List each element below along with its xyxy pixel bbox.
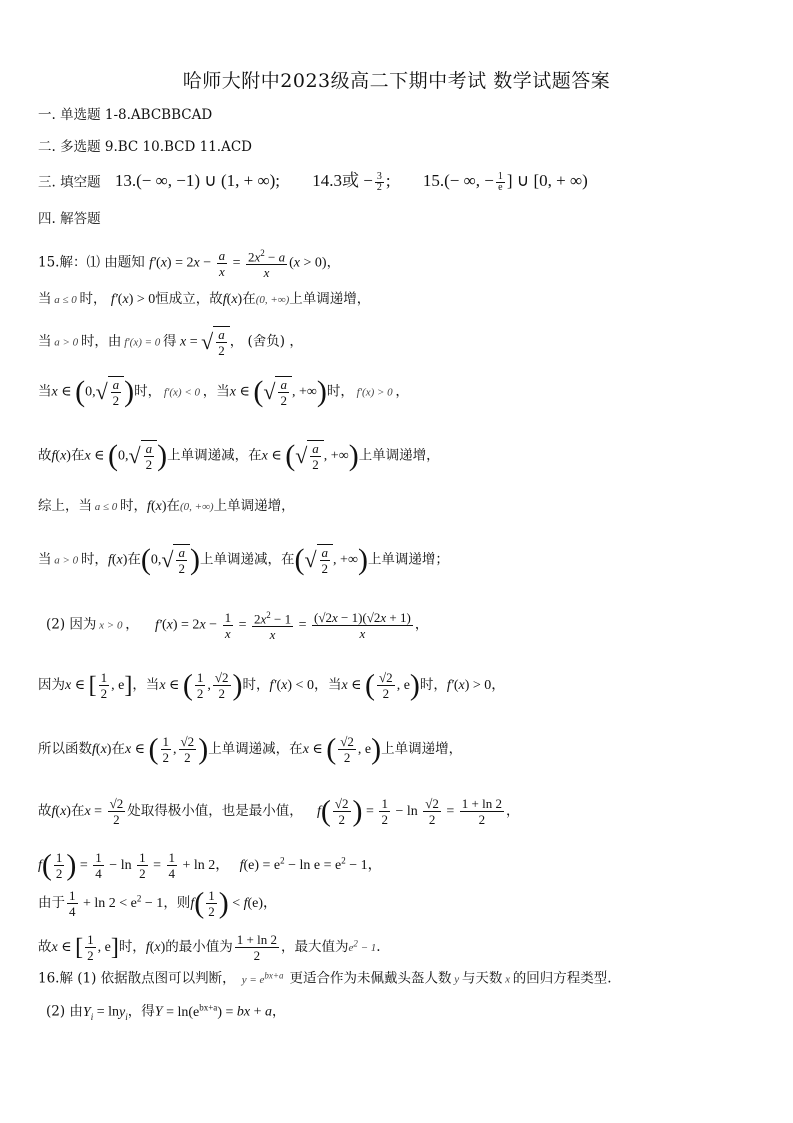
text: 当 — [38, 551, 52, 568]
text: 在 — [166, 498, 180, 514]
text: 在 — [70, 447, 85, 464]
text: ， — [272, 1003, 286, 1020]
text: 上单调递增， — [213, 498, 295, 514]
text: 当 — [38, 333, 52, 350]
q16-line-1: 16.解 (1) 依据散点图可以判断， $y = e^{bx+a}$ 更适合作为未佩戴头盔人数 y 与天数 x 的回归方程类型. — [38, 970, 612, 987]
text: 与天数 — [461, 970, 503, 987]
text: ，则 — [163, 895, 191, 911]
text: 时，由 — [80, 333, 122, 350]
text: 的最小值为 — [165, 939, 233, 955]
text: 在 — [70, 803, 85, 819]
text: 时， — [242, 677, 270, 693]
text: 综上，当 — [38, 498, 92, 514]
answer-14: 14.3或 − $\frac{3}{2}$ ; — [312, 171, 391, 193]
text: ，最大值为 — [280, 939, 349, 955]
text: 时， — [120, 498, 148, 514]
q15-line-10: 所以函数f(x)在x ∈ ( $\frac{1}{2}$ , $\frac{√2}{2}$ )上单调递减，在x ∈ ( $\frac{√2}{2}$ , e)上单调递增， — [38, 732, 463, 766]
text: 时， — [118, 939, 146, 955]
text: 当 — [327, 677, 342, 693]
answer-13: 13.(− ∞, −1) ∪ (1, + ∞); — [114, 171, 280, 191]
answer-15-text: 15.(− ∞, − — [422, 171, 494, 191]
text: ，当 — [132, 677, 160, 693]
text: ， — [395, 383, 409, 400]
text: ， (舍负) ， — [229, 333, 303, 350]
text: 故 — [38, 803, 52, 819]
text: 时， — [79, 291, 107, 307]
q15-line-12: f( $\frac{1}{2}$ ) = $\frac{1}{4}$ − ln $\frac{1}{2}$ = $\frac{1}{4}$ + ln 2， $f(e) = e^2 - \ln e = e^2 - 1$， — [38, 848, 382, 882]
text: 16.解 (1) 依据散点图可以判断， — [38, 970, 236, 987]
q15-line-14: 故x ∈ [ $\frac{1}{2}$ , e]时，f(x)的最小值为 $\frac{1 + \ln 2}{2}$ ，最大值为$e^2 - 1$. — [38, 932, 381, 963]
text: 上单调递减，在 — [199, 551, 295, 568]
text: 当 — [38, 291, 52, 307]
text: 更适合作为未佩戴头盔人数 — [289, 970, 452, 987]
text: (2) 由 — [46, 1003, 83, 1020]
answer-14-text: 14.3或 − — [312, 171, 373, 191]
text: 上单调递增， — [381, 741, 463, 757]
text: (2) 因为 — [46, 616, 97, 633]
text: 得 — [163, 333, 177, 350]
text: 时， — [419, 677, 447, 693]
text: 在 — [127, 551, 141, 568]
q15-line-11: 故f(x)在x = $\frac{√2}{2}$ 处取得极小值，也是最小值， f( $\frac{√2}{2}$ ) = $\frac{1}{2}$ − ln $\frac{√2}{2}$ = $\frac{1 + \ln 2}{2}$ ， — [38, 794, 520, 828]
answer-15: 15.(− ∞, − $\frac{1}{e}$ ] ∪ [0, + ∞) — [422, 171, 588, 193]
section-fill-blank — [38, 172, 588, 193]
text: ，当 — [202, 383, 230, 400]
text: 当 — [38, 383, 52, 400]
text: 上单调递增； — [367, 551, 449, 568]
text: 上单调递增， — [358, 447, 440, 464]
q15-line-3: 当 a > 0 时，由 f′(x) = 0 得 x = √ $\frac{a}{2}$ ， (舍负) ， — [38, 327, 303, 358]
text: ， — [125, 616, 139, 633]
q15-line-6: 综上，当 a ≤ 0 时，f(x)在(0, +∞)上单调递增， — [38, 498, 295, 514]
section-solutions: 四. 解答题 — [38, 211, 101, 227]
text: 由于 — [38, 895, 65, 911]
text: . — [376, 939, 381, 955]
text: 恒成立，故 — [155, 291, 223, 307]
q15-line-4: 当x ∈ (0, √ $\frac{a}{2}$ )时， f′(x) < 0 ，当x ∈ ( √ $\frac{a}{2}$ , +∞)时， f′(x) > 0 ， — [38, 375, 409, 408]
text: 处取得极小值，也是最小值， — [127, 803, 303, 819]
q15-line-5: 故f(x)在x ∈ (0, √ $\frac{a}{2}$ )上单调递减，在x ∈ ( √ $\frac{a}{2}$ , +∞)上单调递增， — [38, 439, 440, 472]
text: 在 — [111, 741, 125, 757]
text: 在 — [242, 291, 256, 307]
page-title: 哈师大附中2023级高二下期中考试 数学试题答案 — [182, 70, 611, 92]
q15-line-2: 当 a ≤ 0 时， f′(x) > 0恒成立，故f(x)在(0, +∞)上单调递增， — [38, 291, 371, 307]
q15-line-13: 由于 $\frac{1}{4}$ + $\ln 2 < e^2 - 1$，则f( $\frac{1}{2}$ ) < f(e)， — [38, 886, 278, 920]
q15-line-9: 因为x ∈ [ $\frac{1}{2}$ , e]，当x ∈ ( $\frac{1}{2}$ , $\frac{√2}{2}$ )时，f′(x) < 0，当x ∈ ( $\frac{√2}{2}$ , e)时，f′(x) > 0， — [38, 668, 506, 702]
q15-line-7: 当 a > 0 时，f(x)在(0, √ $\frac{a}{2}$ )上单调递减，在( √ $\frac{a}{2}$ , +∞)上单调递增； — [38, 543, 449, 576]
text: 故 — [38, 447, 52, 464]
q15-line-1: 15.解：⑴ 由题知 f′(x) = 2x − $\frac{a}{x}$ = $\frac{2x^2 - a}{x}$ (x > 0)， — [38, 247, 341, 281]
text: 时， — [134, 383, 162, 400]
text: 上单调递减，在 — [208, 741, 303, 757]
text: 故 — [38, 939, 52, 955]
text: ，得 — [127, 1003, 155, 1020]
section-multi-choice: 二. 多选题 9.BC 10.BCD 11.ACD — [38, 139, 253, 155]
q16-line-2: (2) 由$Y_i = \ln y_i$，得$Y = \ln(e^{bx+a})$ = bx + a， — [46, 1002, 286, 1022]
q15-line-8: (2) 因为 x > 0 ， f′(x) = 2x − $\frac{1}{x}$ = $\frac{2x^2 - 1}{x}$ = $\frac{(√2x - 1)(√2x + 1)}{x}$ ， — [46, 609, 429, 643]
q15-intro: 15.解：⑴ 由题知 — [38, 254, 145, 271]
section-single-choice: 一. 单选题 1-8.ABCBBCAD — [38, 107, 213, 123]
fill-blank-label: 三. 填空题 — [38, 174, 101, 191]
text: 上单调递增， — [289, 291, 371, 307]
text: 的回归方程类型. — [512, 970, 612, 987]
text: 所以函数 — [38, 741, 92, 757]
text: 上单调递减，在 — [167, 447, 262, 464]
text: 因为 — [38, 677, 65, 693]
text: 时， — [326, 383, 354, 400]
text: 时， — [80, 551, 108, 568]
